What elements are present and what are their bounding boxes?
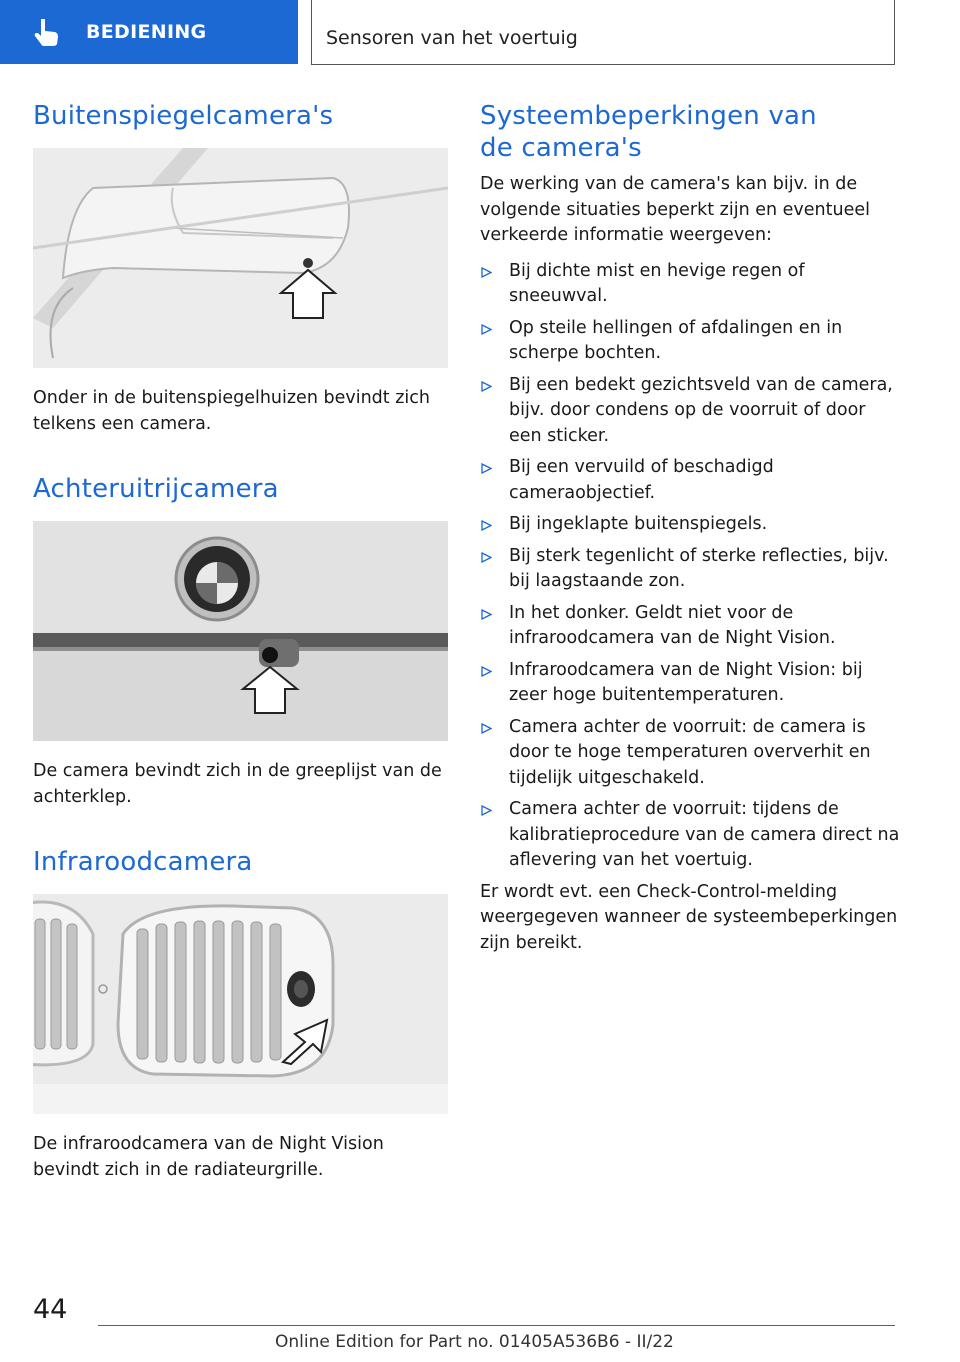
list-item-text: Camera achter de voorruit: de camera is door te hoge temperaturen oververhit en tijdelijk uitgeschakeld.: [509, 716, 871, 788]
list-item: [480, 544, 900, 595]
chapter-title: Sensoren van het voertuig: [326, 27, 578, 49]
infrared-camera-image: [33, 894, 448, 1114]
system-limits-closing: Er wordt evt. een Check-Control-melding weergegeven wanneer de systeembeperkingen zijn bereikt.: [480, 881, 898, 953]
mirror-camera-image: [33, 148, 448, 368]
triangle-bullet-icon: [481, 552, 492, 563]
footer-divider: [98, 1325, 895, 1326]
system-limits-list: [480, 259, 900, 874]
triangle-bullet-icon: [481, 463, 492, 474]
list-item-text: Infraroodcamera van de Night Vision: bij zeer hoge buitentemperaturen.: [509, 659, 863, 705]
list-item: [480, 512, 900, 538]
hand-pointer-icon: [30, 15, 64, 49]
triangle-bullet-icon: [481, 723, 492, 734]
rear-camera-caption: De camera bevindt zich in de greeplijst van de achterklep.: [33, 761, 442, 807]
triangle-bullet-icon: [481, 381, 492, 392]
list-item-text: Op steile hellingen of afdalingen en in scherpe bochten.: [509, 317, 843, 363]
list-item: [480, 259, 900, 310]
list-item: [480, 601, 900, 652]
list-item-text: In het donker. Geldt niet voor de infraroodcamera van de Night Vision.: [509, 602, 836, 648]
list-item: [480, 715, 900, 792]
chapter-tab[interactable]: [0, 0, 298, 64]
chapter-tab-label: BEDIENING: [86, 21, 207, 43]
system-limits-intro: De werking van de camera's kan bijv. in de volgende situaties beperkt zijn en eventueel verkeerde informatie weergeven:: [480, 174, 870, 245]
mirror-camera-caption: Onder in de buitenspiegelhuizen bevindt zich telkens een camera.: [33, 388, 430, 434]
list-item: [480, 658, 900, 709]
triangle-bullet-icon: [481, 324, 492, 335]
triangle-bullet-icon: [481, 666, 492, 677]
triangle-bullet-icon: [481, 805, 492, 816]
list-item: [480, 797, 900, 874]
list-item-text: Bij een vervuild of beschadigd cameraobjectief.: [509, 457, 774, 503]
header-divider-left: [311, 0, 312, 64]
list-item-text: Bij sterk tegenlicht of sterke reflecties, bijv. bij laagstaande zon.: [509, 545, 889, 591]
right-column: [480, 100, 900, 956]
header-divider-right: [894, 0, 895, 64]
edition-note: Online Edition for Part no. 01405A536B6 - II/22: [275, 1332, 674, 1352]
triangle-bullet-icon: [481, 520, 492, 531]
page-number: 44: [33, 1294, 68, 1325]
header-divider-bottom: [311, 64, 895, 65]
infrared-camera-caption: De infraroodcamera van de Night Vision bevindt zich in de radiateurgrille.: [33, 1134, 384, 1180]
left-column: [33, 100, 448, 1183]
list-item-text: Bij dichte mist en hevige regen of sneeuwval.: [509, 260, 805, 306]
list-item: [480, 316, 900, 367]
triangle-bullet-icon: [481, 609, 492, 620]
list-item-text: Camera achter de voorruit: tijdens de kalibratieprocedure van de camera direct na aflevering van het voertuig.: [509, 799, 900, 870]
list-item: [480, 373, 900, 450]
list-item-text: Bij een bedekt gezichtsveld van de camera, bijv. door condens op de voorruit of door een sticker.: [509, 374, 893, 446]
list-item: [480, 455, 900, 506]
section-heading-rear-camera: Achteruitrijcamera: [33, 474, 279, 504]
section-heading-system-limits: Systeembeperkingen van de camera's: [480, 101, 817, 163]
list-item-text: Bij ingeklapte buitenspiegels.: [509, 514, 768, 534]
triangle-bullet-icon: [481, 267, 492, 278]
section-heading-infrared-camera: Infraroodcamera: [33, 847, 253, 877]
section-heading-mirror-camera: Buitenspiegelcamera's: [33, 101, 334, 131]
rear-camera-image: [33, 521, 448, 741]
